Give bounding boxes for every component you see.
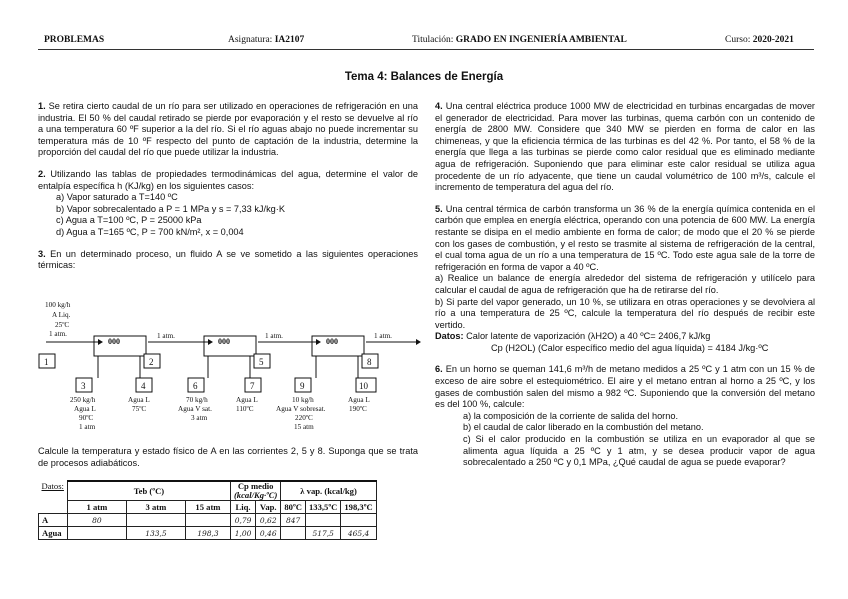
problem-5-datos-1: Calor latente de vaporización (λH2O) a 40 ºC= 2406,7 kJ/kg [466,331,711,342]
node-6: 6 [193,381,198,391]
problem-5 [435,204,815,274]
problem-4 [435,101,815,194]
header-left: PROBLEMAS [44,35,105,45]
problem-5-datos-label: Datos: [435,331,464,342]
table-sub-198c: 198,3ºC [341,501,376,514]
problem-1-number: 1. [38,101,46,111]
node-1: 1 [44,357,49,367]
problem-3-question: Calcule la temperatura y estado físico de A en las corrientes 2, 5 y 8. Suponga que se trata de procesos adiabáticos. [38,446,418,468]
problem-6-number: 6. [435,364,443,375]
problem-6-item-c: c) Si el calor producido en la combustión se utiliza en un evaporador al que se alimenta agua líquida a 25 ºC y 1 atm, y se desea producir vapor de agua sobrecalentado a 250 ºC y 0,1 MPa, ¿Qué caudal de agua se puede evaporar? [463,434,815,468]
problem-2-number: 2. [38,168,46,179]
s7-temp: 110ºC [236,405,254,413]
atm-label-1: 1 atm. [157,332,175,340]
problem-3-text: En un determinado proceso, un fluido A se ve sometido a las siguientes operaciones térmicas: [38,248,418,271]
node-10: 10 [359,381,368,391]
s9-pressure: 15 atm [294,423,314,431]
arrow-4 [416,339,421,345]
table-head-teb: Teb (ºC) [67,481,230,501]
atm-label-3: 1 atm. [374,332,392,340]
table-head-cp-units: (kcal/Kg·ºC) [233,490,278,500]
table-cell: 0,62 [256,514,281,527]
problem-3-number: 3. [38,248,46,259]
inlet-pressure: 1 atm. [49,330,67,338]
table-row-a-label: A [39,514,68,527]
problem-2-text: Utilizando las tablas de propiedades termodinámicas del agua, determine el valor de entalpía específica h (KJ/kg) en los siguientes casos: [38,168,418,191]
table-row [39,527,377,540]
table-cell: 133,5 [126,527,185,540]
s9-flow: 10 kg/h [292,396,314,404]
problem-6-text: En un horno se queman 141,6 m³/h de metano medidos a 25 ºC y 1 atm con un 15 % de exceso de aire sobre el estequiométrico. El aire y el metano entran al horno a 25 ºC, y los gases de combustión salen del mismo a 982 ºC. Suponiendo que la conversión del metano es del 100 %, calcule: [435,364,815,410]
table-cell: 517,5 [305,527,340,540]
table-sub-1atm: 1 atm [67,501,126,514]
data-table [38,480,377,540]
exchanger-1 [94,336,146,356]
problem-5-text: Una central térmica de carbón transforma un 36 % de la energía química contenida en el carbón que emplea en energía eléctrica, operando con una potencia de 600 MW. La energía restante se disipa en el medio ambiente en forma de calor; de modo que el 20 % se pierde con los gases de combustión, y el resto se trasmite al sistema de refrigeración de la central, el cual toma agua de un río a una temperatura de 15 ºC. Todo este agua sale de la torre de refrigeración en forma de vapor a 40 ºC. [435,203,815,272]
problem-5-b: b) Si parte del vapor generado, un 10 %, se utilizara en otras operaciones y se devolviera al río a una temperatura de 25 ºC, calcule la temperatura del río después de recibir este vertido. [435,296,815,330]
problem-3 [38,249,418,272]
table-cell [305,514,340,527]
problem-1 [38,101,418,159]
page-title: Tema 4: Balances de Energía [344,71,504,83]
table-sub-80c: 80ºC [281,501,306,514]
table-sub-3atm: 3 atm [126,501,185,514]
table-cell [126,514,185,527]
table-cell: 80 [67,514,126,527]
inlet-state: A Liq. [52,311,71,319]
s7-state: Agua L [236,396,258,404]
node-2: 2 [149,357,154,367]
asignatura-value: IA2107 [274,35,305,45]
s3-flow: 250 kg/h [70,396,96,404]
problem-5-datos-2: Cp (H2OL) (Calor específico medio del agua líquida) = 4184 J/kg·ºC [491,342,769,353]
s3-state: Agua L [74,405,96,413]
titulacion-value: GRADO EN INGENIERÍA AMBIENTAL [455,35,627,45]
table-head-cp [230,481,280,501]
atm-label-2: 1 atm. [265,332,283,340]
problem-4-number: 4. [435,101,443,111]
table-cell: 0,46 [256,527,281,540]
table-cell [185,514,230,527]
s4-state: Agua L [128,396,150,404]
problem-2 [38,169,418,192]
s9-temp: 220ºC [295,414,313,422]
table-cell: 1,00 [230,527,255,540]
inlet-flow: 100 kg/h [45,301,71,309]
s6-flow: 70 kg/h [186,396,208,404]
header-asignatura [228,35,304,45]
problem-2-item-a: a) Vapor saturado a T=140 ºC [56,192,178,203]
inlet-temp: 25ºC [55,321,70,329]
header-titulacion [412,35,627,45]
table-sub-liq: Liq. [230,501,255,514]
s3-pressure: 1 atm [79,423,96,431]
node-8: 8 [367,357,372,367]
table-sub-15atm: 15 atm [185,501,230,514]
problem-5-datos [435,331,815,343]
table-row-agua-label: Agua [39,527,68,540]
table-cell: 847 [281,514,306,527]
exchanger-2-coil: 000 [218,337,230,346]
problem-5-a: a) Realice un balance de energía alrededor del sistema de refrigeración y utilícelo para calcular el caudal de agua de refrigeración que ha de retirarse del río. [435,273,815,295]
process-diagram [36,298,430,440]
problem-1-text: Se retira cierto caudal de un río para ser utilizado en operaciones de refrigeración en una industria. El 50 % del caudal retirado se pierde por evaporación y el resto se devuelve al río a una temperatura 60 ºF superior a la del río. Si el río aguas abajo no puede incrementar su temperatura más de 10 ºF respecto del punto de captación de la industria, determine la proporción del caudal del río que puede utilizar la industria. [38,101,418,158]
s4-temp: 75ºC [132,405,147,413]
table-datos: Datos: [41,481,64,491]
node-9: 9 [300,381,305,391]
problem-6-item-b: b) el caudal de calor liberado en la combustión del metano. [463,422,704,433]
table-sub-vap: Vap. [256,501,281,514]
node-4: 4 [141,381,146,391]
titulacion-label: Titulación: [412,35,454,45]
problem-6 [435,364,815,410]
s10-state: Agua L [348,396,370,404]
arrow-1 [98,339,103,345]
left-column [38,101,418,272]
node-5: 5 [259,357,264,367]
problem-3-after [38,446,418,469]
table-cell [341,514,376,527]
s6-state: Agua V sat. [178,405,212,413]
problem-6-item-a: a) la composición de la corriente de salida del horno. [463,410,679,421]
problem-4-text: Una central eléctrica produce 1000 MW de electricidad en turbinas encargadas de mover el generador de electricidad. Para mover las turbinas, quema carbón con un contenido de energía de 2800 MW. Considere que 340 MW se pierden en forma de calor en las chimeneas, y que la eficiencia térmica de las turbinas es del 42 %. Por tanto, el 58 % de la energía que llega a las turbinas se pierde como calor residual que es eliminado mediante agua de refrigeración. Suponiendo que para eliminar este calor residual se utiliza agua procedente de un río adyacente, que tiene un caudal volumétrico de 100 m³/s, calcule el incremento de temperatura del agua del río. [435,101,815,193]
exchanger-3 [312,336,364,356]
exchanger-3-coil: 000 [326,337,338,346]
curso-label: Curso: [725,35,751,45]
table-cell: 198,3 [185,527,230,540]
table-cell [67,527,126,540]
table-cell: 465,4 [341,527,376,540]
header-divider [38,49,814,50]
right-column [435,101,815,469]
s10-temp: 190ºC [349,405,367,413]
arrow-2 [208,339,213,345]
problem-2-item-b: b) Vapor sobrecalentado a P = 1 MPa y s = 7,33 kJ/kg·K [56,203,285,214]
s6-pressure: 3 atm [191,414,208,422]
s3-temp: 90ºC [79,414,94,422]
arrow-3 [316,339,321,345]
node-7: 7 [250,381,255,391]
table-cell [281,527,306,540]
s9-state: Agua V sobresat. [276,405,326,413]
problem-2-item-d: d) Agua a T=165 ºC, P = 700 kN/m², x = 0,004 [56,226,244,237]
exchanger-2 [204,336,256,356]
table-head-cp-title: Cp medio [237,481,274,491]
problem-2-item-c: c) Agua a T=100 ºC, P = 25000 kPa [56,215,202,226]
table-head-lvap: λ vap. (kcal/kg) [281,481,376,501]
exchanger-1-coil: 000 [108,337,120,346]
table-row [39,514,377,527]
node-3: 3 [81,381,86,391]
curso-value: 2020-2021 [752,35,794,45]
table-sub-133c: 133,5ºC [305,501,340,514]
header-curso [725,35,794,45]
table-cell: 0,79 [230,514,255,527]
asignatura-label: Asignatura: [228,35,273,45]
problem-5-number: 5. [435,203,443,214]
